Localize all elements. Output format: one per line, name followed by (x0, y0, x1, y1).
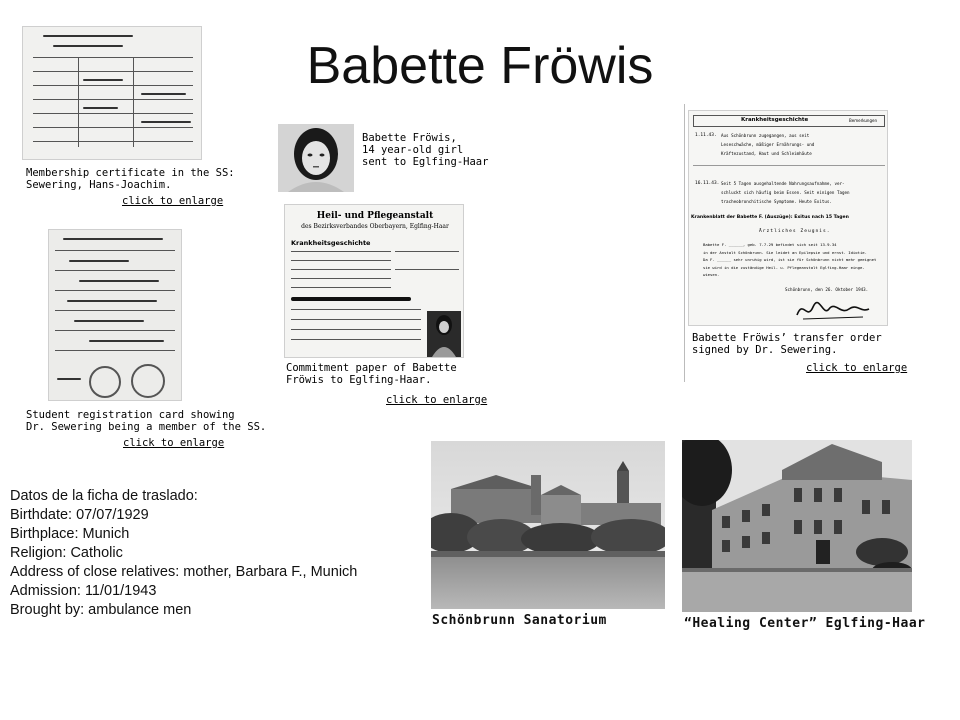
student-card-enlarge-link[interactable]: click to enlarge (123, 437, 225, 449)
transfer-info-block (10, 487, 357, 620)
commitment-header-2: des Bezirksverbandes Oberbayern, Eglfing-Haar (301, 223, 449, 230)
healing-center-image (682, 440, 912, 612)
transfer-table-right: Bemerkungen (849, 118, 878, 123)
sewering-signature (793, 297, 873, 323)
transfer-cert-place-date: Schönbrunn, den 26. Oktober 1943. (785, 287, 869, 292)
info-line-birthdate: Birthdate: 07/07/1929 (10, 507, 149, 523)
sanatorium-caption: Schönbrunn Sanatorium (432, 613, 607, 628)
transfer-cert-title: Ärztliches Zeugnis. (759, 229, 831, 234)
student-card-image[interactable] (48, 229, 182, 401)
transfer-row1-date: 1.11.43. (695, 133, 717, 138)
portrait-caption: Babette Fröwis, 14 year-old girl sent to Eglfing-Haar (362, 132, 489, 168)
ss-certificate-image[interactable] (22, 26, 202, 160)
commitment-form-title: Krankheitsgeschichte (291, 239, 371, 247)
ss-certificate-caption: Membership certificate in the SS: Sewering, Hans-Joachim. (26, 167, 235, 191)
commitment-header-1: Heil- und Pflegeanstalt (316, 211, 434, 221)
commitment-enlarge-link[interactable]: click to enlarge (386, 394, 488, 406)
portrait-image (278, 124, 354, 192)
transfer-order-enlarge-link[interactable]: click to enlarge (806, 362, 908, 374)
healing-center-caption: “Healing Center” Eglfing-Haar (684, 616, 926, 631)
schonbrunn-sanatorium-photo[interactable] (431, 441, 665, 609)
transfer-table-title: Krankheitsgeschichte (741, 117, 809, 123)
student-card-caption: Student registration card showing Dr. Sewering being a member of the SS. (26, 409, 267, 433)
transfer-cert-body: Babette F. ______, geb. 7.7.29 befindet sich seit 13.9.34 in der Anstalt Schönbrunn. Sie leidet an Epilepsie und ernst. Idiotie. Da F. ______ sehr unruhig wird, ist sie für Schönbrunn nicht mehr geeignet sie wird in die zuständige Heil- u. Pflegeanstalt Eglfing-Haar einge- wiesen. (703, 242, 877, 277)
transfer-sheet-title: Krankenblatt der Babette F. (Auszüge): Exitus nach 15 Tagen (691, 215, 849, 220)
babette-portrait-photo[interactable] (278, 124, 354, 192)
page-title: Babette Fröwis (306, 37, 654, 95)
transfer-order-image[interactable] (688, 110, 888, 326)
transfer-row1-text: Aus Schönbrunn zugegangen, aus seit Leseschwäche, mäßiger Ernährungs- und Kräftezustand, Haut und Schleimhäute (721, 133, 815, 156)
transfer-row2-date: 16.11.43. (695, 181, 720, 186)
info-line-birthplace: Birthplace: Munich (10, 526, 130, 542)
info-line-brought-by: Brought by: ambulance men (10, 602, 192, 618)
info-line-address: Address of close relatives: mother, Barbara F., Munich (10, 564, 358, 580)
info-line-admission: Admission: 11/01/1943 (10, 583, 157, 599)
info-line-heading: Datos de la ficha de traslado: (10, 488, 198, 504)
transfer-order-divider (684, 104, 685, 382)
transfer-order-caption: Babette Fröwis’ transfer order signed by Dr. Sewering. (692, 332, 882, 356)
sanatorium-image (431, 441, 665, 609)
transfer-row2-text: Seit 5 Tagen ausgehaltende Nahrungsaufnahme, ver- schluckt sich häufig beim Essen. Seit einigen Tagen tracheobronchitische Symptome. Heute Exitus. (721, 181, 850, 204)
ss-certificate-enlarge-link[interactable]: click to enlarge (122, 195, 224, 207)
info-line-religion: Religion: Catholic (10, 545, 123, 561)
commitment-mugshot-image (427, 311, 461, 357)
healing-center-photo[interactable] (682, 440, 912, 612)
commitment-caption: Commitment paper of Babette Fröwis to Eglfing-Haar. (286, 362, 457, 386)
commitment-paper-image[interactable] (284, 204, 464, 358)
